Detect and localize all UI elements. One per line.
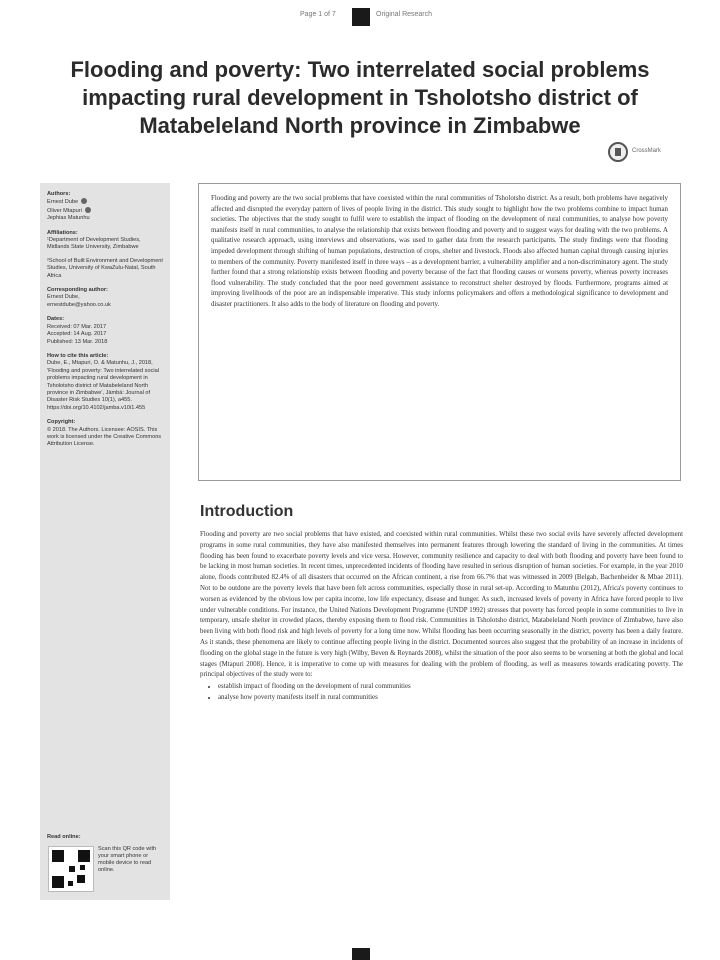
date-published: Published: 13 Mar. 2018 [47,338,108,345]
page-header [0,8,720,26]
page-number: Page 1 of 7 [300,11,336,18]
article-info-sidebar [40,183,170,871]
read-online-note: Scan this QR code with your smart phone or mobile device to read online. [98,846,157,873]
read-online-box [40,828,170,900]
introduction-paragraph: Flooding and poverty are two social problems that have existed, and coexisted within rural communities. Whilst these two social evils have severely affected development programs in some rural communities, they have also manifested themselves into permanent features through lowering the standard of living in the communities. At times flooding has been found to exacerbate poverty levels and vice versa. However, community resilience and capacity to deal with both flooding and poverty have been found to be lacking in most human societies. In recent times, unprecedented incidents of flooding have resulted in serious disruption of human societies. For example, in the year 2010 alone, floods contributed 82.4% of all disasters that occurred on the African continent, a rise from 66.7% that was witnessed in 2009 (Belgab, Bachenheider & Mbae 2011). Not to be outdone are the poverty levels that have been felt across communities, especially those in rural set-up. According to Matunhu (2012), Africa's poverty continues to worsen as evidenced by the obvious low per capita income, low life expectancy, disease and hunger. As such, increased levels of poverty in Africa have forced people to live under vulnerable conditions. For instance, the United Nations Development Programme (UNDP 1992) stresses that poverty has forced people in some communities to live in temporary, unsafe shelter in crowded places, thereby exposing them to flood risk. Communities in Tsholotsho district, Matabeleland North province of Zimbabwe, have also been living with both flood risk and high levels of poverty for a long time now. Whilst flooding has been occurring seasonally in the district, poverty has been a daily feature. As it stands, these phenomena are likely to continue affecting people living in the district. Documented sources also suggest that the probability of an increase in incidents of flooding on the global stage in the future is very high (Wilby, Beven & Reynards 2008), whilst the situation of the poor also seems to be worsening at both the global and local stages (Mtapuri 2008). Hence, it is imperative to come up with measures for dealing with the problem of flooding, as well as measures towards eradicating poverty. The principal objectives of the study were to: [200,531,683,679]
cite-heading: How to cite this article: [47,352,109,359]
footer-logo-block [352,948,370,960]
corresponding-name: Ernest Dube, [47,294,80,301]
affiliation-text: ²School of Built Environment and Development Studies, University of KwaZulu-Natal, South Africa [47,257,163,279]
abstract-box [198,183,681,481]
orcid-icon[interactable] [85,207,91,213]
crossmark-badge[interactable] [608,142,678,162]
qr-code-icon[interactable] [48,846,94,892]
author-name[interactable]: Jephias Matunhu [47,215,90,222]
affiliations-heading: Affiliations: [47,229,78,236]
citation-text[interactable]: Dube, E., Mtapuri, O. & Matunhu, J., 2018, 'Flooding and poverty: Two interrelated social problems impacting rural development in Tsholotsho district of Matabeleland North province in Zimbabwe', Jàmbá: Journal of Disaster Risk Studies 10(1), a455. https://doi.org/10.4102/jamba.v10i1.455 [47,360,159,411]
crossmark-icon [608,142,628,162]
corresponding-heading: Corresponding author: [47,287,108,294]
copyright-text: © 2018. The Authors. Licensee: AOSIS. This work is licensed under the Creative Commons Attribution License. [47,426,162,448]
corresponding-email[interactable]: ernestdube@yahoo.co.uk [47,301,111,308]
page-footer [0,944,720,960]
list-item: • analyse how poverty manifests itself in rural communities [218,693,683,704]
header-logo-block [352,8,370,26]
article-title: Flooding and poverty: Two interrelated social problems impacting rural development in Tsholotsho district of Matabeleland North province in Zimbabwe [70,57,650,138]
read-online-heading: Read online: [47,834,81,840]
list-item: • establish impact of flooding on the development of rural communities [218,682,683,693]
date-received: Received: 07 Mar. 2017 [47,323,107,330]
date-accepted: Accepted: 14 Aug. 2017 [47,331,107,338]
author-name[interactable]: Oliver Mtapuri [47,207,163,215]
article-type: Original Research [376,11,433,18]
authors-heading: Authors: [47,191,71,197]
crossmark-label: CrossMark [632,148,662,154]
introduction-body [200,530,683,890]
author-name[interactable]: Ernest Dube [47,198,163,206]
affiliation-text: ¹Department of Development Studies, Midlands State University, Zimbabwe [47,237,141,251]
introduction-heading: Introduction [200,503,294,520]
objectives-list [200,682,683,704]
orcid-icon[interactable] [81,198,87,204]
dates-heading: Dates: [47,316,65,323]
abstract-text: Flooding and poverty are the two social problems that have coexisted within the rural communities of Tsholotsho district. As a result, both problems have negatively affected and disrupted the everyday pattern of lives of people living in the district. This study sought to highlight how the two problems combine to impact human societies. The objectives that the study sought to fulfil were to establish the impact of flooding on the development of rural communities, to analyse how poverty manifests itself in rural communities, to analyse the relationship that exists between flooding and poverty and to suggest ways for dealing with the two problems. A qualitative research approach, using interviews and observations, was used to gather data from the research participants. The study findings were that flooding impeded development through shifting of human populations, destruction of crops, shelter and livestock. Floods also affected human capital through causing injuries to members of the community. Poverty manifested itself in three ways – as a development barrier, a vulnerability amplifier and a non-discriminatory agent. The study further found that a strong relationship exists between flooding and poverty because of the fact that flooding causes or worsens poverty, whereas poverty increases flood vulnerability. The study concluded that the poor need government assistance to reconstruct shelter destroyed by floods. Furthermore, programs aimed at improving livelihoods of the poor are an indispensable imperative. This study informs policymakers and offers a methodological significance to development and disaster practitioners. It also adds to the body of literature on flooding and poverty. [211,195,668,308]
copyright-heading: Copyright: [47,419,76,426]
